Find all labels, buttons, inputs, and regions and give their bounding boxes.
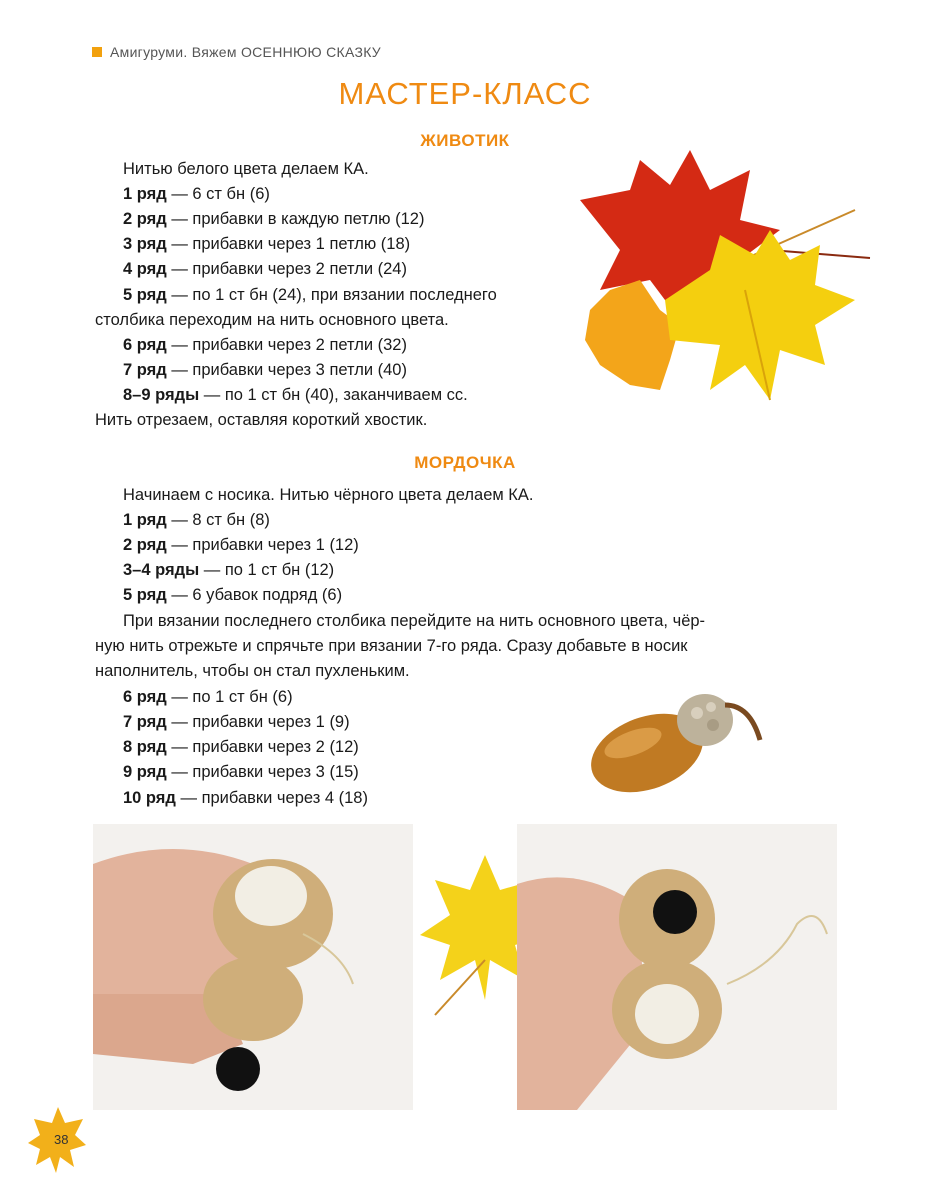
- header-square-icon: [92, 47, 102, 57]
- running-header: [92, 44, 381, 60]
- belly-row-3: [123, 232, 410, 257]
- muzzle-row-8: [123, 735, 359, 760]
- row-text: — по 1 ст бн (12): [199, 561, 335, 579]
- belly-outro: Нить отрезаем, оставляя короткий хвостик.: [95, 411, 428, 429]
- muzzle-row-5: [123, 583, 342, 608]
- muzzle-row-2: [123, 533, 359, 558]
- belly-row-8-9: [123, 383, 468, 408]
- row-text: — по 1 ст бн (40), заканчиваем сс.: [199, 386, 468, 404]
- row-text: — прибавки через 2 петли (32): [166, 336, 407, 354]
- row-label: 1 ряд: [123, 185, 167, 203]
- row-text: — 6 убавок подряд (6): [166, 586, 343, 604]
- muzzle-row-3-4: [123, 558, 334, 583]
- row-label: 3–4 ряды: [123, 561, 200, 579]
- photo-crochet-left: [93, 824, 413, 1110]
- muzzle-row-9: [123, 760, 359, 785]
- acorn-illustration: [585, 685, 765, 795]
- page-number: 38: [54, 1132, 69, 1147]
- page-title: МАСТЕР-КЛАСС: [338, 76, 592, 111]
- muzzle-row-1: [123, 508, 270, 533]
- muzzle-row-10: [123, 786, 368, 811]
- row-text: — прибавки через 2 петли (24): [166, 260, 407, 278]
- muzzle-intro: Начинаем с носика. Нитью чёрного цвета делаем КА.: [123, 486, 534, 504]
- photo-crochet-right: [517, 824, 837, 1110]
- row-label: 6 ряд: [123, 688, 167, 706]
- muzzle-row-7: [123, 710, 350, 735]
- row-label: 10 ряд: [123, 789, 176, 807]
- row-label: 8–9 ряды: [123, 386, 200, 404]
- row-text: — прибавки через 3 петли (40): [166, 361, 407, 379]
- muzzle-paragraph-line-1: При вязании последнего столбика перейдите на нить основного цвета, чёр-: [123, 612, 706, 630]
- row-label: 4 ряд: [123, 260, 167, 278]
- row-text: — 6 ст бн (6): [166, 185, 270, 203]
- row-text: — прибавки через 1 (12): [166, 536, 359, 554]
- belly-row-7: [123, 358, 407, 383]
- belly-row-4: [123, 257, 407, 282]
- row-text: — прибавки через 4 (18): [175, 789, 368, 807]
- row-label: 8 ряд: [123, 738, 167, 756]
- belly-row-6: [123, 333, 407, 358]
- row-text: — прибавки через 1 (9): [166, 713, 350, 731]
- belly-row-2: [123, 207, 424, 232]
- header-text: Амигуруми. Вяжем ОСЕННЮЮ СКАЗКУ: [110, 44, 381, 60]
- row-label: 1 ряд: [123, 511, 167, 529]
- row-text: — прибавки через 1 петлю (18): [166, 235, 411, 253]
- row-label: 7 ряд: [123, 361, 167, 379]
- belly-intro: Нитью белого цвета делаем КА.: [123, 160, 369, 178]
- row-label: 5 ряд: [123, 286, 167, 304]
- row-label: 2 ряд: [123, 210, 167, 228]
- row-text: — по 1 ст бн (6): [166, 688, 293, 706]
- belly-row-1: [123, 182, 270, 207]
- row-text: — по 1 ст бн (24), при вязании последнего: [166, 286, 497, 304]
- row-label: 3 ряд: [123, 235, 167, 253]
- maple-leaves-illustration: [570, 150, 875, 430]
- section-heading-belly: ЖИВОТИК: [420, 131, 510, 150]
- row-text: — прибавки в каждую петлю (12): [166, 210, 425, 228]
- row-label: 9 ряд: [123, 763, 167, 781]
- muzzle-row-6: [123, 685, 293, 710]
- row-text: — прибавки через 3 (15): [166, 763, 359, 781]
- muzzle-paragraph-line-2: ную нить отрежьте и спрячьте при вязании 7-го ряда. Сразу добавьте в носик: [95, 637, 688, 655]
- row-text: — 8 ст бн (8): [166, 511, 270, 529]
- muzzle-paragraph-line-3: наполнитель, чтобы он стал пухленьким.: [95, 662, 410, 680]
- belly-row-5: [123, 283, 497, 308]
- belly-row-5-cont: столбика переходим на нить основного цвета.: [95, 311, 449, 329]
- row-label: 7 ряд: [123, 713, 167, 731]
- row-text: — прибавки через 2 (12): [166, 738, 359, 756]
- row-label: 6 ряд: [123, 336, 167, 354]
- row-label: 5 ряд: [123, 586, 167, 604]
- row-label: 2 ряд: [123, 536, 167, 554]
- section-heading-muzzle: МОРДОЧКА: [414, 453, 516, 472]
